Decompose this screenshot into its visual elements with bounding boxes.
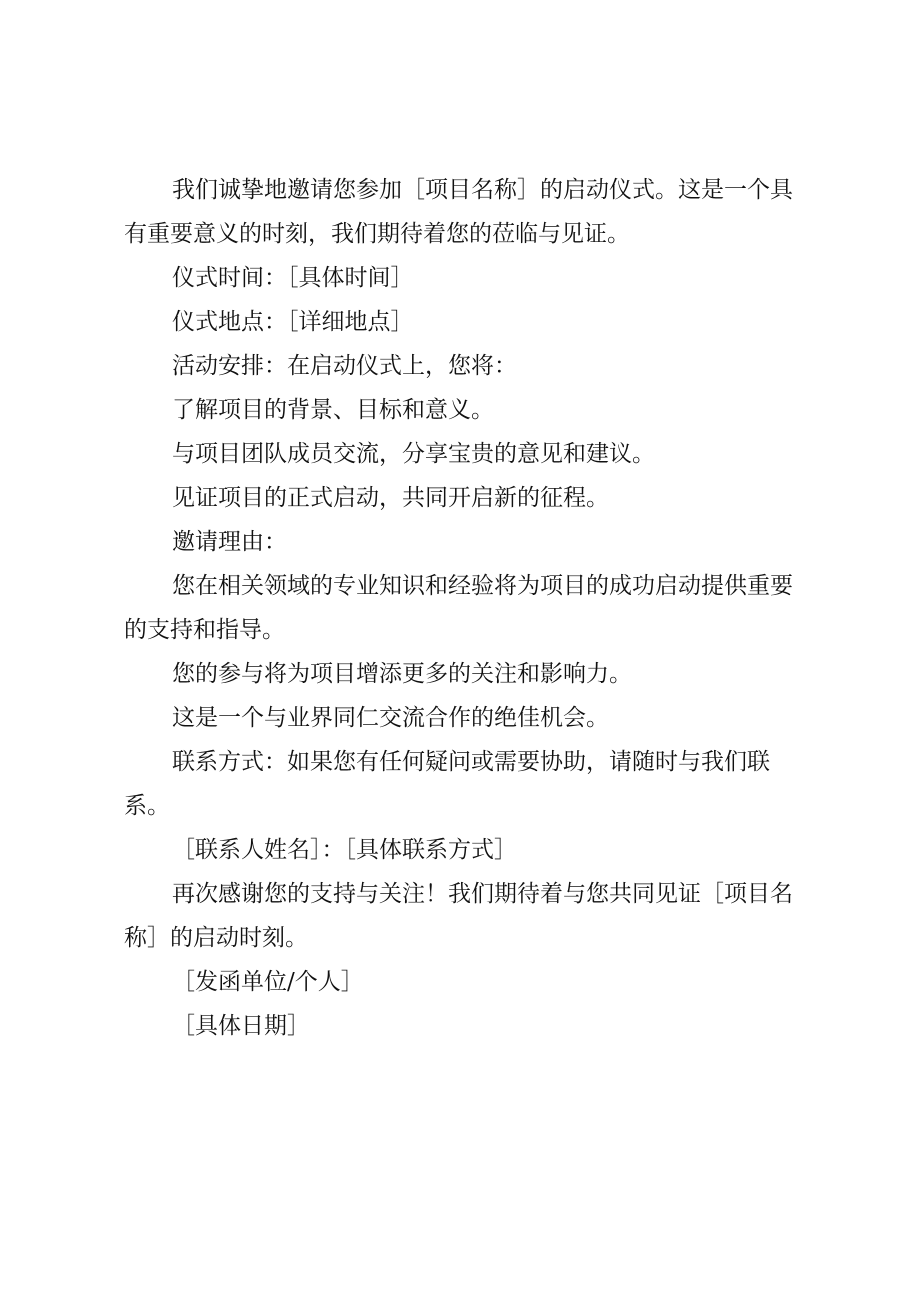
sender-name: ［发函单位/个人］	[172, 969, 364, 995]
contact-details: ［联系人姓名］：［具体联系方式］	[172, 837, 517, 863]
reason-item: 您在相关领域的专业知识和经验将为项目的成功启动提供重要的支持和指导。	[124, 573, 793, 643]
agenda-heading: 活动安排：在启动仪式上，您将：	[172, 353, 517, 379]
document-body	[124, 168, 800, 1048]
contact-paragraph: 联系方式：如果您有任何疑问或需要协助，请随时与我们联系。	[124, 749, 770, 819]
ceremony-time: 仪式时间：［具体时间］	[172, 265, 414, 291]
reason-item: 这是一个与业界同仁交流合作的绝佳机会。	[172, 705, 609, 731]
agenda-item: 了解项目的背景、目标和意义。	[172, 397, 494, 423]
closing-paragraph: 再次感谢您的支持与关注！我们期待着与您共同见证［项目名称］的启动时刻。	[124, 881, 793, 951]
agenda-item: 见证项目的正式启动，共同开启新的征程。	[172, 485, 609, 511]
reason-item: 您的参与将为项目增添更多的关注和影响力。	[172, 661, 632, 687]
invitation-paragraph: 我们诚挚地邀请您参加［项目名称］的启动仪式。这是一个具有重要意义的时刻，我们期待着您的莅临与见证。	[124, 177, 793, 247]
letter-date: ［具体日期］	[172, 1013, 310, 1039]
reasons-heading: 邀请理由：	[172, 529, 287, 555]
ceremony-location: 仪式地点：［详细地点］	[172, 309, 414, 335]
agenda-item: 与项目团队成员交流，分享宝贵的意见和建议。	[172, 441, 655, 467]
